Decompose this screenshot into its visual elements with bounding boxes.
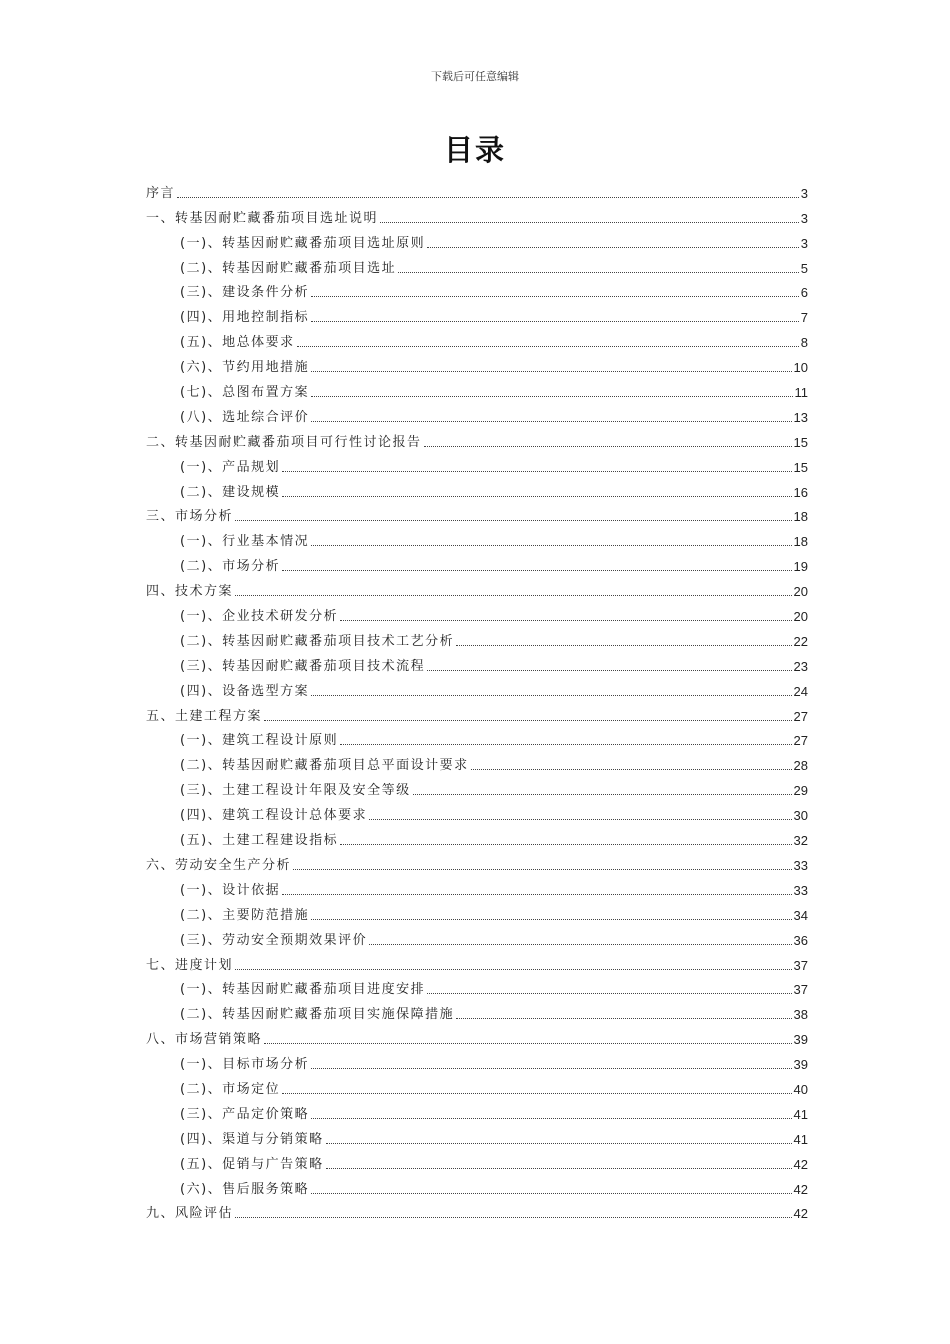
toc-page-number: 18 xyxy=(793,509,808,525)
dot-leader xyxy=(264,1042,792,1044)
toc-page-number: 34 xyxy=(793,907,808,923)
toc-entry[interactable] xyxy=(146,1022,808,1047)
dot-leader xyxy=(456,1017,791,1019)
toc-page-number: 41 xyxy=(793,1106,808,1122)
toc-entry-label: (二)、转基因耐贮藏番茄项目技术工艺分析 xyxy=(180,633,455,649)
dot-leader xyxy=(235,968,792,970)
dot-leader xyxy=(282,495,791,497)
toc-page-number: 38 xyxy=(793,1007,808,1023)
toc-page-number: 22 xyxy=(793,633,808,649)
toc-subentry[interactable] xyxy=(146,325,808,350)
dot-leader xyxy=(427,992,791,994)
dot-leader xyxy=(311,1192,791,1194)
dot-leader xyxy=(311,420,791,422)
toc-entry-label: (二)、建设规模 xyxy=(180,484,281,500)
toc-page-number: 42 xyxy=(793,1206,808,1222)
dot-leader xyxy=(282,1092,791,1094)
toc-subentry[interactable] xyxy=(146,624,808,649)
toc-subentry[interactable] xyxy=(146,923,808,948)
toc-subentry[interactable] xyxy=(146,450,808,475)
toc-entry-label: (一)、目标市场分析 xyxy=(180,1057,310,1073)
toc-entry-label: (二)、市场分析 xyxy=(180,559,281,575)
toc-page-number: 7 xyxy=(800,310,808,326)
toc-page-number: 28 xyxy=(793,758,808,774)
toc-entry-label: (三)、转基因耐贮藏番茄项目技术流程 xyxy=(180,658,426,674)
dot-leader xyxy=(282,569,791,571)
toc-page-number: 3 xyxy=(800,185,808,201)
toc-page-number: 24 xyxy=(793,683,808,699)
toc-page-number: 33 xyxy=(793,882,808,898)
toc-page-number: 8 xyxy=(800,335,808,351)
dot-leader xyxy=(311,395,792,397)
dot-leader xyxy=(235,1216,792,1218)
toc-page-number: 36 xyxy=(793,932,808,948)
toc-page-number: 3 xyxy=(800,235,808,251)
dot-leader xyxy=(326,1167,792,1169)
toc-entry-label: (二)、转基因耐贮藏番茄项目选址 xyxy=(180,260,397,276)
toc-entry-label: (二)、市场定位 xyxy=(180,1081,281,1097)
toc-page-number: 19 xyxy=(793,559,808,575)
toc-entry-label: (二)、转基因耐贮藏番茄项目实施保障措施 xyxy=(180,1007,455,1023)
toc-subentry[interactable] xyxy=(146,773,808,798)
toc-subentry[interactable] xyxy=(146,276,808,301)
toc-entry-label: (一)、转基因耐贮藏番茄项目进度安排 xyxy=(180,982,426,998)
toc-entry-label: 二、转基因耐贮藏番茄项目可行性讨论报告 xyxy=(146,434,422,450)
dot-leader xyxy=(380,221,799,223)
toc-page-number: 5 xyxy=(800,260,808,276)
toc-entry-label: (五)、土建工程建设指标 xyxy=(180,833,339,849)
table-of-contents xyxy=(146,176,808,1221)
dot-leader xyxy=(264,719,792,721)
page-title: 目录 xyxy=(443,133,506,167)
toc-entry-label: 序言 xyxy=(146,185,176,201)
dot-leader xyxy=(413,793,792,795)
toc-page-number: 42 xyxy=(793,1156,808,1172)
toc-subentry[interactable] xyxy=(146,599,808,624)
toc-entry-label: (一)、建筑工程设计原则 xyxy=(180,733,339,749)
dot-leader xyxy=(311,295,799,297)
dot-leader xyxy=(369,818,791,820)
toc-entry[interactable] xyxy=(146,948,808,973)
dot-leader xyxy=(340,619,791,621)
toc-page-number: 15 xyxy=(793,434,808,450)
dot-leader xyxy=(471,768,792,770)
toc-entry-label: 四、技术方案 xyxy=(146,584,234,600)
toc-entry[interactable] xyxy=(146,574,808,599)
toc-entry-label: (六)、售后服务策略 xyxy=(180,1181,310,1197)
toc-entry[interactable] xyxy=(146,201,808,226)
toc-page-number: 10 xyxy=(793,360,808,376)
dot-leader xyxy=(326,1142,792,1144)
toc-subentry[interactable] xyxy=(146,226,808,251)
toc-page-number: 3 xyxy=(800,210,808,226)
toc-entry-label: (二)、主要防范措施 xyxy=(180,907,310,923)
toc-page-number: 29 xyxy=(793,783,808,799)
dot-leader xyxy=(311,1117,791,1119)
toc-page-number: 37 xyxy=(793,957,808,973)
toc-page-number: 37 xyxy=(793,982,808,998)
toc-entry-label: (七)、总图布置方案 xyxy=(180,385,310,401)
toc-page-number: 11 xyxy=(794,385,808,401)
toc-page-number: 27 xyxy=(793,708,808,724)
toc-entry-label: (一)、设计依据 xyxy=(180,882,281,898)
toc-entry-label: 九、风险评估 xyxy=(146,1206,234,1222)
toc-entry[interactable] xyxy=(146,425,808,450)
toc-entry-label: (四)、渠道与分销策略 xyxy=(180,1131,324,1147)
toc-subentry[interactable] xyxy=(146,300,808,325)
toc-subentry[interactable] xyxy=(146,748,808,773)
toc-subentry[interactable] xyxy=(146,549,808,574)
dot-leader xyxy=(456,644,791,646)
toc-entry-label: (四)、建筑工程设计总体要求 xyxy=(180,808,368,824)
toc-subentry[interactable] xyxy=(146,375,808,400)
toc-entry-label: (一)、产品规划 xyxy=(180,459,281,475)
toc-subentry[interactable] xyxy=(146,649,808,674)
toc-subentry[interactable] xyxy=(146,823,808,848)
toc-entry[interactable] xyxy=(146,500,808,525)
toc-subentry[interactable] xyxy=(146,997,808,1022)
dot-leader xyxy=(282,893,791,895)
toc-entry[interactable] xyxy=(146,699,808,724)
toc-page-number: 39 xyxy=(793,1032,808,1048)
toc-entry-label: (一)、转基因耐贮藏番茄项目选址原则 xyxy=(180,235,426,251)
toc-entry-label: (三)、劳动安全预期效果评价 xyxy=(180,932,368,948)
dot-leader xyxy=(369,943,791,945)
dot-leader xyxy=(340,743,791,745)
toc-subentry[interactable] xyxy=(146,251,808,276)
toc-page-number: 32 xyxy=(793,833,808,849)
toc-entry-label: (五)、促销与广告策略 xyxy=(180,1156,324,1172)
toc-entry-label: (三)、土建工程设计年限及安全等级 xyxy=(180,783,411,799)
toc-page-number: 20 xyxy=(793,609,808,625)
toc-subentry[interactable] xyxy=(146,400,808,425)
dot-leader xyxy=(235,594,792,596)
toc-page-number: 30 xyxy=(793,808,808,824)
dot-leader xyxy=(293,868,792,870)
toc-entry-label: (八)、选址综合评价 xyxy=(180,409,310,425)
toc-subentry[interactable] xyxy=(146,873,808,898)
dot-leader xyxy=(282,470,791,472)
toc-entry-label: 三、市场分析 xyxy=(146,509,234,525)
dot-leader xyxy=(177,196,799,198)
toc-subentry[interactable] xyxy=(146,973,808,998)
toc-entry-label: (三)、建设条件分析 xyxy=(180,285,310,301)
toc-page-number: 33 xyxy=(793,857,808,873)
toc-subentry[interactable] xyxy=(146,724,808,749)
toc-entry-label: 六、劳动安全生产分析 xyxy=(146,857,292,873)
toc-entry[interactable] xyxy=(146,176,808,201)
toc-page-number: 6 xyxy=(800,285,808,301)
toc-entry-label: (一)、企业技术研发分析 xyxy=(180,609,339,625)
dot-leader xyxy=(311,544,791,546)
toc-page-number: 23 xyxy=(793,658,808,674)
dot-leader xyxy=(424,445,792,447)
header-note: 下载后可任意编辑 xyxy=(431,70,519,83)
dot-leader xyxy=(398,271,799,273)
dot-leader xyxy=(340,843,791,845)
toc-entry-label: (一)、行业基本情况 xyxy=(180,534,310,550)
toc-subentry[interactable] xyxy=(146,1122,808,1147)
toc-entry[interactable] xyxy=(146,848,808,873)
dot-leader xyxy=(297,345,799,347)
dot-leader xyxy=(311,320,799,322)
toc-entry-label: (六)、节约用地措施 xyxy=(180,360,310,376)
toc-subentry[interactable] xyxy=(146,1097,808,1122)
dot-leader xyxy=(427,246,799,248)
toc-subentry[interactable] xyxy=(146,898,808,923)
toc-entry[interactable] xyxy=(146,1197,808,1222)
toc-page-number: 20 xyxy=(793,584,808,600)
toc-entry-label: (四)、设备选型方案 xyxy=(180,683,310,699)
toc-entry-label: 一、转基因耐贮藏番茄项目选址说明 xyxy=(146,210,379,226)
toc-entry-label: (四)、用地控制指标 xyxy=(180,310,310,326)
toc-subentry[interactable] xyxy=(146,350,808,375)
toc-entry-label: 五、土建工程方案 xyxy=(146,708,263,724)
toc-subentry[interactable] xyxy=(146,475,808,500)
dot-leader xyxy=(311,1067,791,1069)
toc-page-number: 16 xyxy=(793,484,808,500)
dot-leader xyxy=(311,370,791,372)
toc-entry-label: (五)、地总体要求 xyxy=(180,335,295,351)
dot-leader xyxy=(427,669,791,671)
toc-page-number: 41 xyxy=(793,1131,808,1147)
toc-entry-label: (二)、转基因耐贮藏番茄项目总平面设计要求 xyxy=(180,758,469,774)
toc-subentry[interactable] xyxy=(146,1072,808,1097)
toc-entry-label: (三)、产品定价策略 xyxy=(180,1106,310,1122)
toc-page-number: 40 xyxy=(793,1081,808,1097)
toc-page-number: 15 xyxy=(793,459,808,475)
dot-leader xyxy=(311,918,791,920)
toc-page-number: 39 xyxy=(793,1057,808,1073)
toc-page-number: 27 xyxy=(793,733,808,749)
dot-leader xyxy=(235,519,792,521)
toc-subentry[interactable] xyxy=(146,1147,808,1172)
toc-page-number: 13 xyxy=(793,409,808,425)
toc-page-number: 18 xyxy=(793,534,808,550)
toc-subentry[interactable] xyxy=(146,1047,808,1072)
toc-subentry[interactable] xyxy=(146,524,808,549)
toc-subentry[interactable] xyxy=(146,1172,808,1197)
dot-leader xyxy=(311,694,791,696)
toc-entry-label: 七、进度计划 xyxy=(146,957,234,973)
toc-entry-label: 八、市场营销策略 xyxy=(146,1032,263,1048)
toc-page-number: 42 xyxy=(793,1181,808,1197)
toc-subentry[interactable] xyxy=(146,674,808,699)
toc-subentry[interactable] xyxy=(146,798,808,823)
